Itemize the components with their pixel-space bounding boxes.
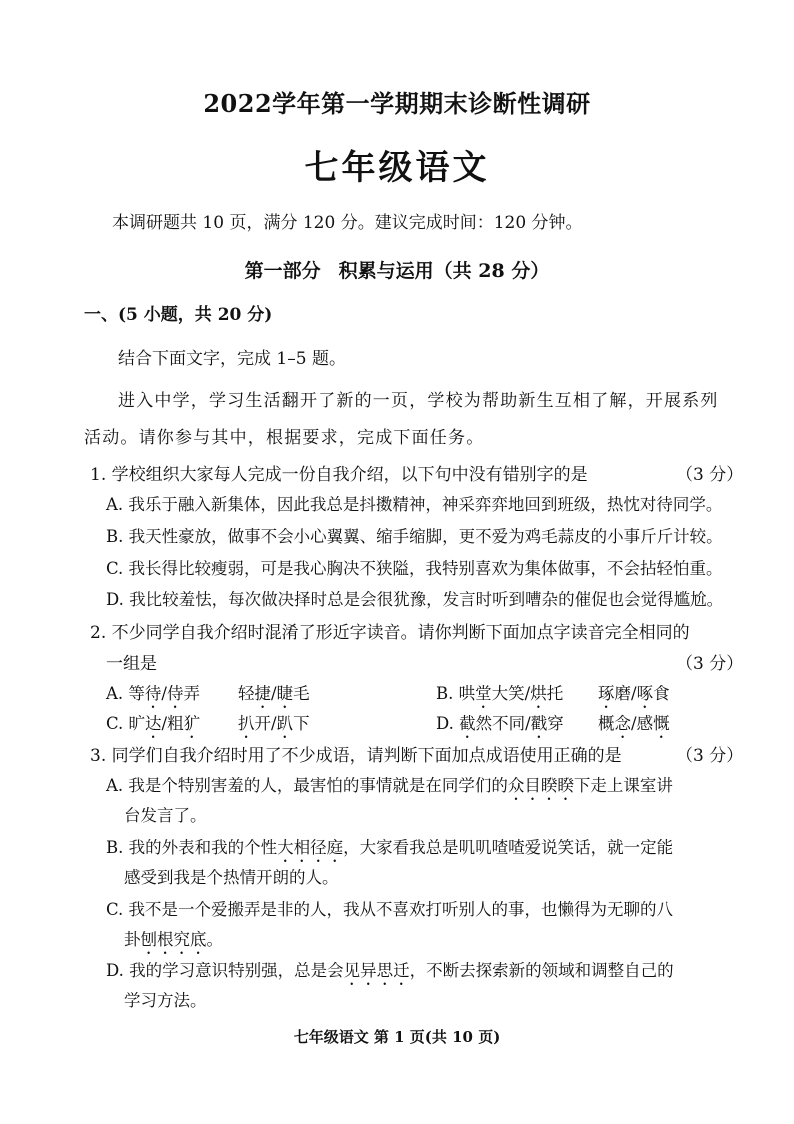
option-letter: B. [106,838,124,857]
dotted-idiom: 众目睽睽 [507,776,574,795]
word-text: 磨 [614,684,631,703]
q3-option-b-line-2: 感受到我是个热情开朗的人。 [124,868,339,887]
option-text: 下走上课室讲 [573,776,673,795]
option-letter: D. [106,961,124,980]
dotted-char: 戳 [530,714,548,733]
dotted-char: 啄 [636,684,654,703]
q2-points: （3 分） [676,654,744,674]
q3-option-a [106,772,673,804]
q2-option-d-pair-2 [598,710,670,742]
word-text: 概 [598,714,615,733]
dotted-char: 烘 [530,684,547,703]
page-footer: 七年级语文 第 1 页(共 10 页) [293,1028,501,1046]
q1-option-b: B. 我天性豪放，做事不会小心翼翼、缩手缩脚，更不爱为鸡毛蒜皮的小事斤斤计较。 [106,527,723,546]
dotted-char: 捷 [254,684,271,703]
option-text: 卦 [124,930,141,949]
q1-points: （3 分） [676,465,744,485]
word-text: 大笑 [491,684,525,703]
dotted-char: 念 [614,714,631,733]
q2-option-c [106,710,200,742]
word-text: 下 [293,714,310,733]
q3-points: （3 分） [676,746,744,766]
dotted-char: 待 [144,684,162,703]
separator: / [271,684,277,703]
part-title [0,256,794,283]
dotted-idiom: 刨根究底 [140,930,207,949]
word-text: 穿 [547,714,564,733]
q2-option-c-pair-2 [238,710,310,742]
section-heading: 一、(5 小题，共 20 分) [84,305,273,325]
word-text: 感 [636,714,654,733]
word-text: 粗 [167,714,184,733]
option-letter: A. [106,776,124,795]
separator: / [631,684,637,703]
option-letter: B. [436,684,454,703]
word-text: 轻 [238,684,255,703]
word-text: 弄 [183,684,200,703]
passage-line-2: 活动。请你参与其中，根据要求，完成下面任务。 [84,428,485,448]
word-text: 等 [128,684,145,703]
subject-title: 七年级语文 [304,148,490,188]
dotted-char: 睫 [276,684,294,703]
q3-option-a-line-2: 台发言了。 [124,806,207,825]
q2-option-d [436,710,564,742]
passage-line-1: 进入中学，学习生活翻开了新的一页，学校为帮助新生互相了解，开展系列 [118,391,719,411]
option-text: 我的学习意识特别强，总是会 [129,961,344,980]
q2-option-a [106,680,200,712]
option-text: 我不是一个爱搬弄是非的人，我从不喜欢打听别人的事，也懒得为无聊的八 [128,900,674,919]
separator: / [161,714,168,733]
dotted-char: 达 [145,714,162,733]
q2-option-a-pair-2 [238,680,310,712]
word-text: 毛 [293,684,310,703]
option-text: 我是个特别害羞的人，最害怕的事情就是在同学们的 [128,776,508,795]
exam-title: 2022学年第一学期期末诊断性调研 [203,89,591,118]
dotted-char: 趴 [276,714,294,733]
option-text: 我的外表和我的个性 [128,838,278,857]
q3-option-c-line-2 [124,926,223,958]
dotted-char: 堂 [475,684,492,703]
dotted-char: 截 [459,714,476,733]
q3-stem: 3. 同学们自我介绍时用了不少成语，请判断下面加点成语使用正确的是 [90,746,622,766]
q3-option-b [106,834,673,866]
section-instruction: 结合下面文字，完成 1–5 题。 [118,349,346,369]
option-text: ，大家看我总是叽叽喳喳爱说笑话，就一定能 [343,838,674,857]
separator: / [271,714,277,733]
q1-option-a: A. 我乐于融入新集体，因此我总是抖擞精神，神采弈弈地回到班级，热忱对待同学。 [106,495,723,514]
q2-stem-line-1: 2. 不少同学自我介绍时混淆了形近字读音。请你判断下面加点字读音完全相同的 [90,623,690,643]
option-letter: C. [106,714,124,733]
separator: / [524,684,531,703]
word-text: 食 [653,684,670,703]
q2-stem-line-2: 一组是 [106,654,157,674]
q1-stem: 1. 学校组织大家每人完成一份自我介绍，以下句中没有错别字的是 [90,465,588,485]
dotted-char: 慨 [653,714,670,733]
word-text: 然不同 [475,714,526,733]
separator: / [525,714,531,733]
word-text: 哄 [458,684,476,703]
word-text: 旷 [128,714,146,733]
dotted-char: 犷 [183,714,201,733]
q1-option-c: C. 我长得比较瘦弱，可是我心胸决不狭隘，我特别喜欢为集体做事，不会拈轻怕重。 [106,559,723,578]
option-text: ，不断去探索新的领域和调整自己的 [409,961,674,980]
separator: / [631,714,637,733]
dotted-char: 琢 [598,684,615,703]
dotted-idiom: 大相径庭 [277,838,344,857]
dotted-idiom: 见异思迁 [343,961,410,980]
q3-option-d [106,957,674,989]
q2-option-b-pair-2 [598,680,670,712]
dotted-char: 扒 [238,714,255,733]
option-letter: D. [436,714,454,733]
word-text: 托 [546,684,564,703]
option-text: 。 [206,930,223,949]
q3-option-d-line-2: 学习方法。 [124,991,207,1010]
q1-option-d: D. 我比较羞怯，每次做决择时总是会很犹豫，发言时听到嘈杂的催促也会觉得尴尬。 [106,590,724,609]
exam-intro: 本调研题共 10 页，满分 120 分。建议完成时间：120 分钟。 [112,213,583,233]
option-letter: C. [106,900,124,919]
q2-option-b [436,680,563,712]
q3-option-c [106,896,673,920]
word-text: 开 [254,714,271,733]
dotted-char: 侍 [166,684,184,703]
separator: / [161,684,167,703]
option-letter: A. [106,684,124,703]
part-title-name: 积累与运用（共 28 分） [338,260,550,282]
part-title-number: 第一部分 [244,260,321,282]
